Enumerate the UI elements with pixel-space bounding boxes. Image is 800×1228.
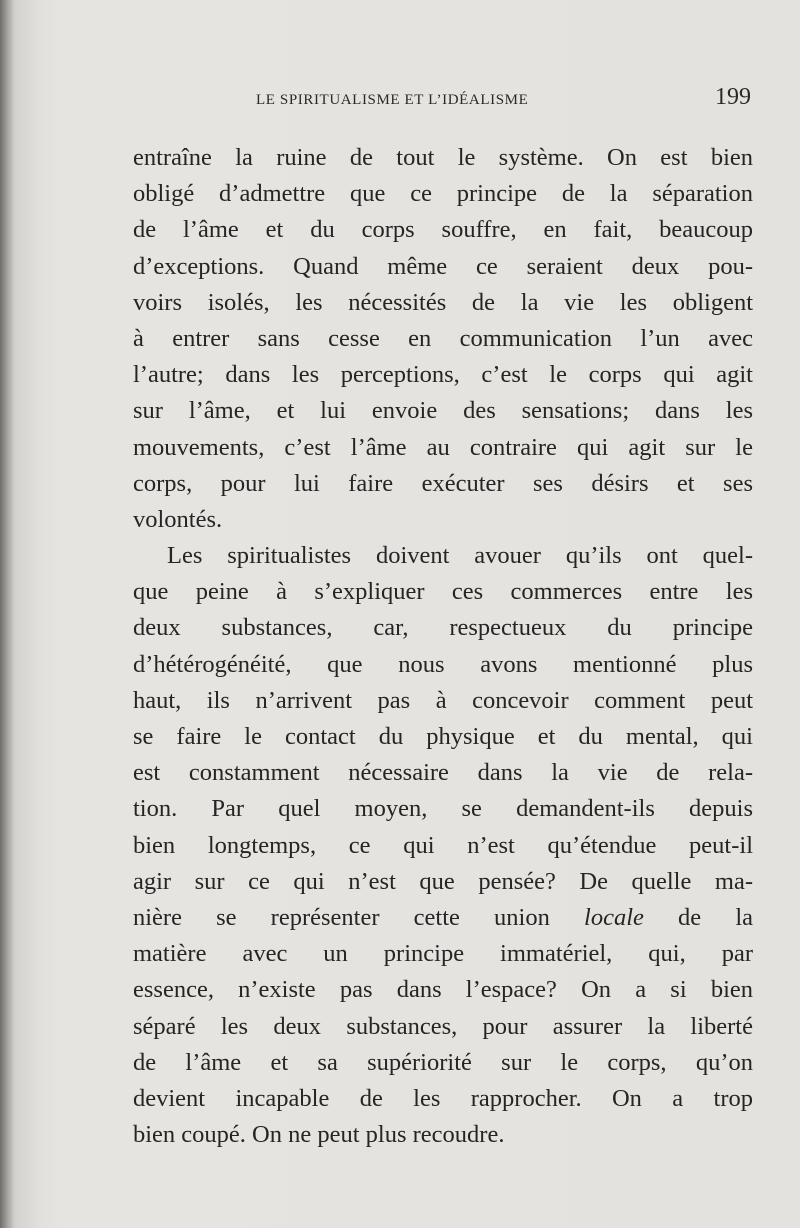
text-line: devient incapable de les rapprocher. On a trop [133, 1084, 753, 1112]
text-line: bien longtemps, ce qui n’est qu’étendue peut-il [133, 831, 753, 859]
text-line: tion. Par quel moyen, se demandent-ils depuis [133, 795, 753, 823]
page-number: 199 [715, 84, 751, 110]
text-line: bien coupé. On ne peut plus recoudre. [133, 1121, 505, 1149]
body-text [133, 140, 753, 1153]
text-line: séparé les deux substances, pour assurer la liberté [133, 1012, 753, 1040]
text-line: essence, n’existe pas dans l’espace? On a si bien [133, 976, 753, 1004]
italic-word: locale [584, 903, 644, 931]
text-line: haut, ils n’arrivent pas à concevoir comment peut [133, 686, 753, 714]
text-line: se faire le contact du physique et du mental, qui [133, 723, 753, 750]
running-head: LE SPIRITUALISME ET L’IDÉALISME [256, 92, 529, 108]
text-line: matière avec un principe immatériel, qui, par [133, 940, 753, 968]
text-line: d’hétérogénéité, que nous avons mentionné plus [133, 650, 753, 678]
text-line: sur l’âme, et lui envoie des sensations; dans les [133, 397, 753, 425]
text-line-with-italic [133, 900, 753, 936]
text-line: mouvements, c’est l’âme au contraire qui agit sur le [133, 433, 753, 461]
text-line: de l’âme et du corps souffre, en fait, beaucoup [133, 216, 753, 244]
page-header [250, 82, 755, 118]
text-line: volontés. [133, 505, 223, 533]
text-line: à entrer sans cesse en communication l’un avec [133, 324, 753, 352]
text-line: voirs isolés, les nécessités de la vie les obligent [133, 288, 753, 316]
text-line: d’exceptions. Quand même ce seraient deux pou- [133, 252, 753, 280]
paragraph-1 [133, 140, 753, 538]
text-line: agir sur ce qui n’est que pensée? De quelle ma- [133, 867, 753, 895]
text-fragment: nière se représenter cette union [133, 903, 585, 931]
text-fragment: de la [643, 903, 754, 931]
text-line: corps, pour lui faire exécuter ses désirs et ses [133, 469, 753, 497]
text-line: est constamment nécessaire dans la vie de rela- [133, 759, 753, 787]
paragraph-2 [133, 538, 753, 1153]
text-line: de l’âme et sa supériorité sur le corps, qu’on [133, 1048, 753, 1076]
text-line: Les spiritualistes doivent avouer qu’ils ont quel- [167, 542, 753, 570]
text-line: deux substances, car, respectueux du principe [133, 614, 753, 642]
page-gutter-shadow [0, 0, 14, 1228]
text-line: obligé d’admettre que ce principe de la séparation [133, 180, 753, 208]
text-line: l’autre; dans les perceptions, c’est le corps qui agit [133, 361, 753, 389]
text-line: que peine à s’expliquer ces commerces entre les [133, 578, 753, 606]
text-line: entraîne la ruine de tout le système. On est bien [133, 144, 753, 171]
